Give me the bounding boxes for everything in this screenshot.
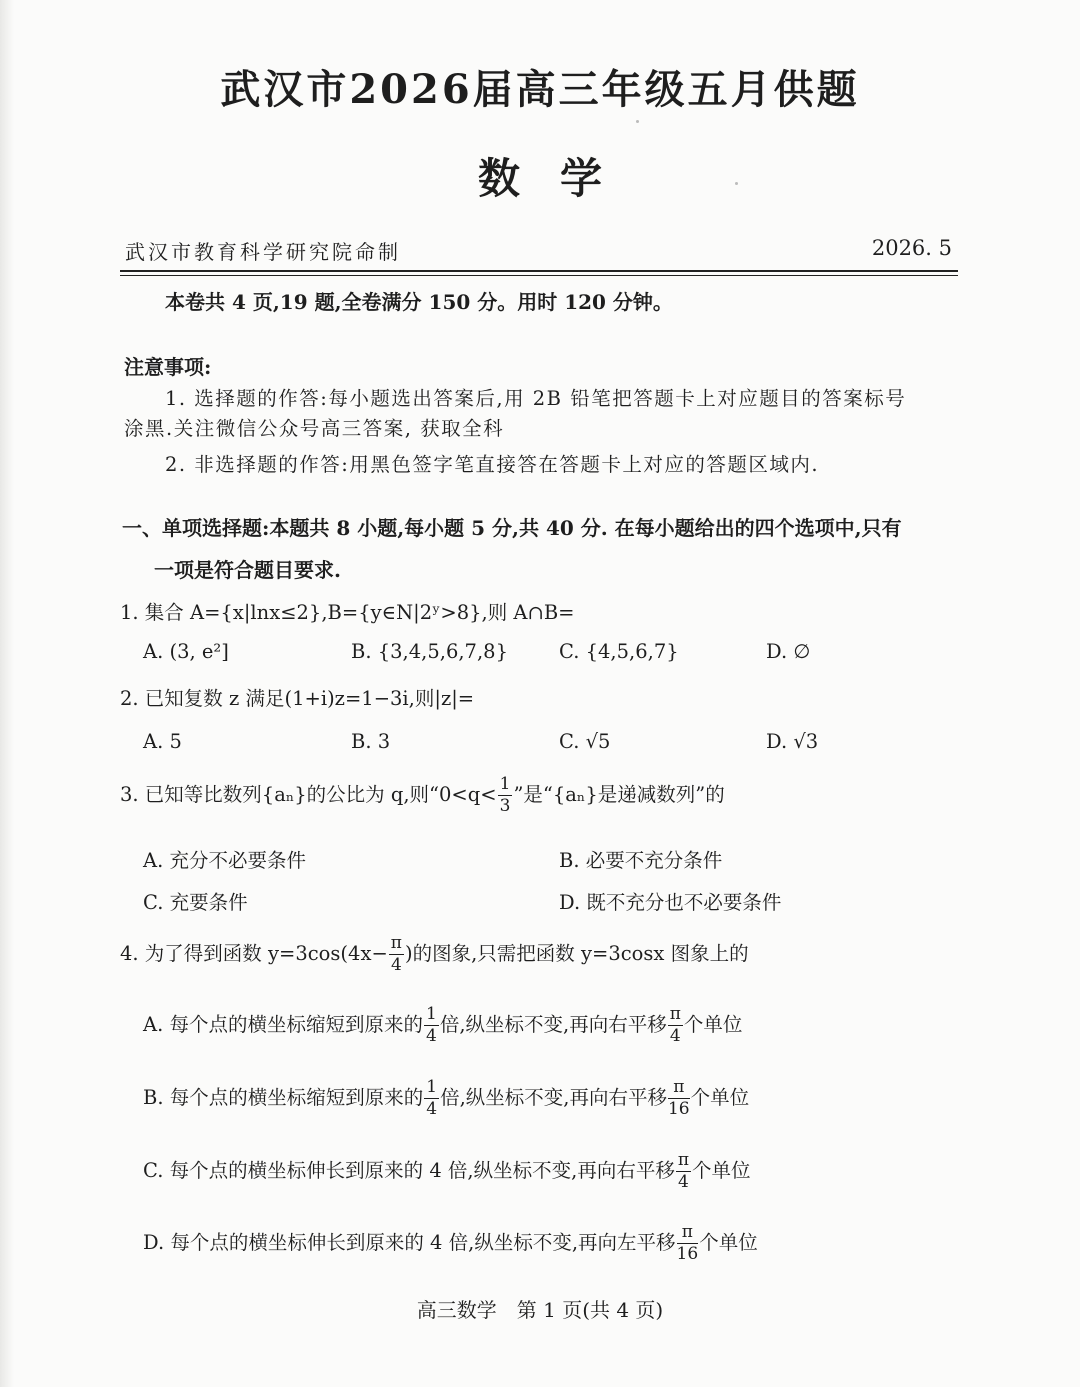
- exam-title: 武汉市2026届高三年级五月供题: [220, 66, 860, 113]
- question-4-option-d: [143, 1224, 758, 1263]
- fraction-denominator: 16: [676, 1244, 699, 1264]
- notice-item-1-line-1: 1. 选择题的作答:每小题选出答案后,用 2B 铅笔把答题卡上对应题目的答案标号: [165, 387, 907, 410]
- fraction-numerator: 1: [425, 1004, 437, 1024]
- fraction-numerator: π: [677, 1224, 699, 1244]
- fraction-denominator: 3: [499, 796, 511, 816]
- header-rule-thin: [120, 275, 958, 276]
- notice-item-1-line-2: 涂黑.关注微信公众号高三答案, 获取全科: [124, 417, 505, 440]
- option-text: 个单位: [683, 1013, 743, 1036]
- question-3-stem-part-b: ”是“{aₙ}是递减数列”的: [513, 783, 725, 806]
- option-text: 个单位: [692, 1159, 751, 1182]
- header-rule-thick: [120, 270, 958, 272]
- question-1-option-d: D. ∅: [766, 640, 811, 663]
- question-2-option-b: B. 3: [351, 730, 391, 753]
- fraction: [668, 1006, 683, 1045]
- option-text: A. 每个点的横坐标缩短到原来的: [143, 1013, 423, 1036]
- option-text: C. 每个点的横坐标伸长到原来的 4 倍,纵坐标不变,再向右平移: [143, 1159, 675, 1182]
- section-1-heading: 一、单项选择题:本题共 8 小题,每小题 5 分,共 40 分. 在每小题给出的四个选项中,只有: [122, 516, 902, 540]
- fraction: [389, 935, 404, 974]
- fraction-numerator: π: [390, 933, 402, 953]
- question-4-stem: [120, 935, 749, 974]
- question-3-option-d: D. 既不充分也不必要条件: [559, 891, 782, 914]
- fraction-numerator: π: [677, 1150, 690, 1170]
- fraction: [676, 1152, 691, 1191]
- fraction-numerator: π: [669, 1004, 681, 1024]
- option-text: 个单位: [690, 1086, 750, 1109]
- question-3-option-b: B. 必要不充分条件: [559, 849, 723, 872]
- fraction-numerator: 1: [426, 1077, 438, 1097]
- scan-edge-shadow: [0, 0, 14, 1387]
- question-2-option-d: D. √3: [766, 730, 819, 753]
- question-3-option-c: C. 充要条件: [143, 891, 248, 914]
- fraction-denominator: 4: [678, 1172, 689, 1192]
- question-2-option-a: A. 5: [143, 730, 182, 753]
- fraction: [424, 1079, 439, 1118]
- fraction-denominator: 4: [390, 955, 402, 975]
- question-2-stem: 2. 已知复数 z 满足(1+i)z=1−3i,则|z|=: [120, 687, 475, 710]
- fraction-denominator: 4: [425, 1026, 437, 1046]
- option-text: 个单位: [699, 1231, 758, 1254]
- fraction-denominator: 4: [669, 1026, 681, 1046]
- fraction: [424, 1006, 439, 1045]
- option-text: B. 每个点的横坐标缩短到原来的: [143, 1086, 424, 1109]
- fraction: [498, 776, 513, 815]
- question-3-stem: [120, 776, 725, 815]
- option-text: 倍,纵坐标不变,再向右平移: [439, 1013, 667, 1036]
- question-2-option-c: C. √5: [559, 730, 611, 753]
- section-1-heading-cont: 一项是符合题目要求.: [154, 558, 341, 582]
- publisher: 武汉市教育科学研究院命制: [125, 240, 401, 264]
- scan-speck: [636, 120, 639, 123]
- exam-info: 本卷共 4 页,19 题,全卷满分 150 分。用时 120 分钟。: [165, 290, 673, 314]
- question-4-stem-part-a: 4. 为了得到函数 y=3cos(4x−: [120, 942, 388, 965]
- question-4-stem-part-b: )的图象,只需把函数 y=3cosx 图象上的: [404, 942, 749, 965]
- question-3-option-a: A. 充分不必要条件: [143, 849, 306, 872]
- fraction-denominator: 4: [426, 1099, 438, 1119]
- fraction-numerator: π: [668, 1079, 690, 1099]
- question-1-option-a: A. (3, e²]: [143, 640, 229, 663]
- fraction-numerator: 1: [499, 774, 511, 794]
- exam-date: 2026. 5: [871, 236, 952, 260]
- question-3-stem-part-a: 3. 已知等比数列{aₙ}的公比为 q,则“0<q<: [120, 783, 497, 806]
- option-text: D. 每个点的横坐标伸长到原来的 4 倍,纵坐标不变,再向左平移: [143, 1231, 676, 1254]
- fraction: [668, 1079, 690, 1118]
- notice-title: 注意事项:: [124, 355, 212, 379]
- subject-heading: 数学: [477, 154, 642, 203]
- question-4-option-b: [143, 1079, 749, 1118]
- option-text: 倍,纵坐标不变,再向右平移: [440, 1086, 667, 1109]
- page-footer: 高三数学 第 1 页(共 4 页): [416, 1298, 664, 1322]
- question-4-option-a: [143, 1006, 742, 1045]
- question-1-option-b: B. {3,4,5,6,7,8}: [351, 640, 508, 663]
- fraction: [677, 1224, 699, 1263]
- question-4-option-c: [143, 1152, 751, 1191]
- fraction-denominator: 16: [667, 1099, 690, 1119]
- question-1-stem: 1. 集合 A={x|lnx≤2},B={y∈N|2ʸ>8},则 A∩B=: [120, 601, 575, 624]
- question-1-option-c: C. {4,5,6,7}: [559, 640, 679, 663]
- notice-item-2: 2. 非选择题的作答:用黑色签字笔直接答在答题卡上对应的答题区域内.: [165, 453, 820, 476]
